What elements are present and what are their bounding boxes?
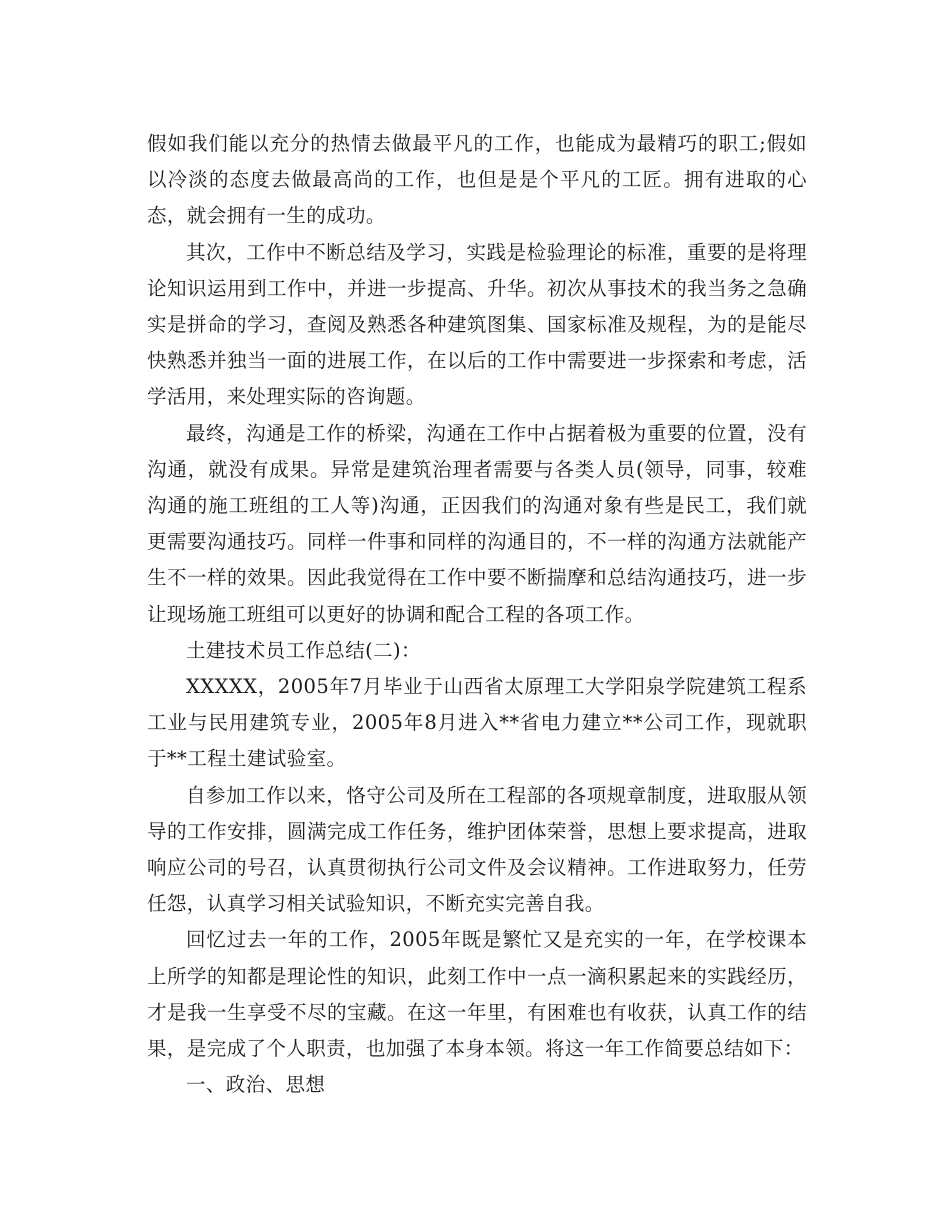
paragraph-year-review: 回忆过去一年的工作，2005年既是繁忙又是充实的一年，在学校课本上所学的知都是理论性的知识，此刻工作中一点一滴积累起来的实践经历，才是我一生享受不尽的宝藏。在这一年里，有困难也有收获，认真工作的结果，是完成了个人职责，也加强了本身本领。将这一年工作简要总结如下： — [147, 928, 807, 1061]
paragraph-conduct: 自参加工作以来，恪守公司及所在工程部的各项规章制度，进取服从领导的工作安排，圆满完成工作任务，维护团体荣誉，思想上要求提高，进取响应公司的号召，认真贯彻执行公司文件及会议精神。工作进取努力，任劳任怨，认真学习相关试验知识，不断充实完善自我。 — [147, 783, 807, 916]
section-heading-politics-thought: 一、政治、思想 — [186, 1073, 326, 1097]
paragraph-background: XXXXX，2005年7月毕业于山西省太原理工大学阳泉学院建筑工程系工业与民用建筑专业，2005年8月进入**省电力建立**公司工作，现就职于**工程土建试验室。 — [147, 675, 807, 771]
document-body — [147, 126, 807, 1103]
paragraph-summary-learning: 其次，工作中不断总结及学习，实践是检验理论的标准，重要的是将理论知识运用到工作中，并进一步提高、升华。初次从事技术的我当务之急确实是拼命的学习，查阅及熟悉各种建筑图集、国家标准及规程，为的是能尽快熟悉并独当一面的进展工作，在以后的工作中需要进一步探索和考虑，活学活用，来处理实际的咨询题。 — [147, 240, 807, 409]
paragraph-communication: 最终，沟通是工作的桥梁，沟通在工作中占据着极为重要的位置，没有沟通，就没有成果。异常是建筑治理者需要与各类人员(领导，同事，较难沟通的施工班组的工人等)沟通，正因我们的沟通对象有些是民工，我们就更需要沟通技巧。同样一件事和同样的沟通目的，不一样的沟通方法就能产生不一样的效果。因此我觉得在工作中要不断揣摩和总结沟通技巧，进一步让现场施工班组可以更好的协调和配合工程的各项工作。 — [147, 421, 807, 626]
paragraph-continuation: 假如我们能以充分的热情去做最平凡的工作，也能成为最精巧的职工;假如以冷淡的态度去做最高尚的工作，也但是是个平凡的工匠。拥有进取的心态，就会拥有一生的成功。 — [147, 132, 807, 228]
section-heading-summary-two: 土建技术员工作总结(二)： — [186, 638, 421, 662]
